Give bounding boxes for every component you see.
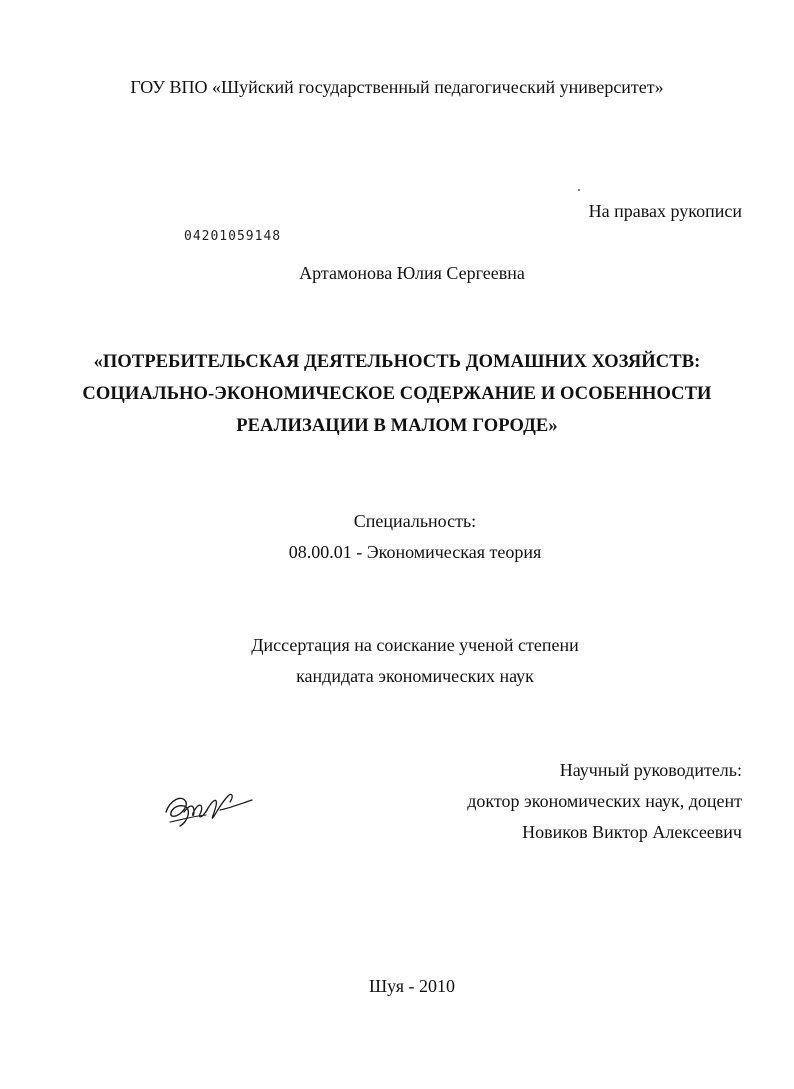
degree-line-2: кандидата экономических наук [296, 666, 534, 686]
specialty-value: 08.00.01 - Экономическая теория [288, 542, 542, 562]
dissertation-title [60, 346, 734, 442]
title-line-2: СОЦИАЛЬНО-ЭКОНОМИЧЕСКОЕ СОДЕРЖАНИЕ И ОСОБЕННОСТИ [82, 384, 712, 404]
ink-dot [578, 189, 580, 191]
institution-header: ГОУ ВПО «Шуйский государственный педагогический университет» [130, 77, 664, 97]
author-name: Артамонова Юлия Сергеевна [299, 263, 525, 283]
supervisor-name: Новиков Виктор Алексеевич [522, 822, 742, 842]
manuscript-note: На правах рукописи [588, 201, 742, 221]
specialty-label: Специальность: [353, 511, 477, 531]
catalog-number-stamp: 04201059148 [184, 229, 282, 244]
supervisor-label: Научный руководитель: [559, 760, 742, 780]
supervisor-degree: доктор экономических наук, доцент [467, 791, 742, 811]
title-line-1: «ПОТРЕБИТЕЛЬСКАЯ ДЕЯТЕЛЬНОСТЬ ДОМАШНИХ ХОЗЯЙСТВ: [93, 352, 701, 372]
signature-icon [160, 782, 260, 832]
title-line-3: РЕАЛИЗАЦИИ В МАЛОМ ГОРОДЕ» [236, 416, 558, 436]
degree-line-1: Диссертация на соискание ученой степени [251, 635, 579, 655]
place-year: Шуя - 2010 [369, 976, 455, 996]
